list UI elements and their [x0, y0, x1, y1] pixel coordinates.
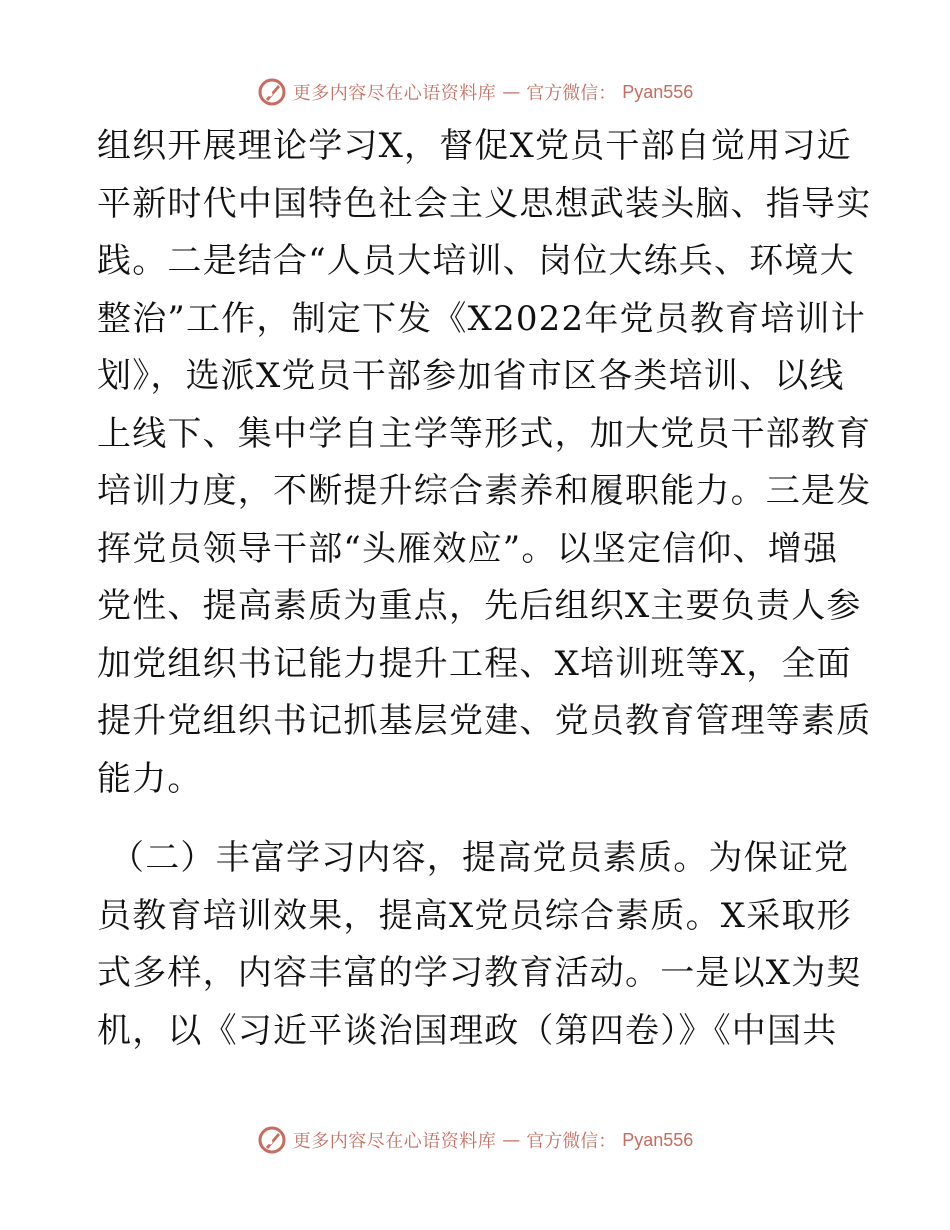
footer-watermark [0, 1120, 950, 1160]
watermark-wechat-label: 官方微信： [526, 1131, 617, 1152]
watermark-separator: — [502, 81, 521, 103]
text-line: 机，以《习近平谈治国理政（第四卷）》《中国共 [97, 1010, 838, 1051]
text-line: 提升党组织书记抓基层党建、党员教育管理等素质 [97, 701, 872, 741]
text-line: 挥党员领导干部“头雁效应”。以坚定信仰、增强 [97, 528, 839, 569]
text-line: 党性、提高素质为重点，先后组织X主要负责人参 [97, 586, 862, 626]
watermark-wechat-id: Pyan556 [622, 81, 694, 102]
document-body [97, 118, 872, 1060]
text-line: 整治”工作，制定下发《X2022年党员教育培训计 [97, 298, 866, 339]
watermark-text: 更多内容尽在心语资料库 [292, 1131, 497, 1152]
paragraph-1 [97, 118, 872, 808]
text-line: 划》，选派X党员干部参加省市区各类培训、以线 [97, 356, 845, 396]
text-line: 践。二是结合“人员大培训、岗位大练兵、环境大 [97, 241, 855, 281]
paragraph-spacer [97, 808, 853, 830]
text-line: 平新时代中国特色社会主义思想武装头脑、指导实 [97, 183, 872, 224]
watermark-wechat-label: 官方微信： [526, 83, 617, 104]
paragraph-2 [97, 830, 862, 1060]
text-line: 能力。 [97, 758, 203, 799]
text-line: 培训力度，不断提升综合素养和履职能力。三是发 [97, 471, 872, 511]
text-line: 加党组织书记能力提升工程、X培训班等X，全面 [97, 643, 852, 684]
text-line: 上线下、集中学自主学等形式，加大党员干部教育 [97, 413, 872, 454]
header-watermark [0, 72, 950, 112]
text-line: 式多样，内容丰富的学习教育活动。一是以X为契 [97, 953, 862, 993]
watermark-separator: — [502, 1129, 521, 1151]
text-line: 员教育培训效果，提高X党员综合素质。X采取形 [97, 895, 852, 936]
text-line: 组织开展理论学习X，督促X党员干部自觉用习近 [97, 126, 852, 166]
text-line: （二）丰富学习内容，提高党员素质。为保证党 [110, 838, 850, 878]
pen-logo-icon [257, 1125, 287, 1155]
pen-logo-icon [257, 77, 287, 107]
watermark-text: 更多内容尽在心语资料库 [292, 83, 497, 104]
watermark-wechat-id: Pyan556 [622, 1129, 694, 1150]
